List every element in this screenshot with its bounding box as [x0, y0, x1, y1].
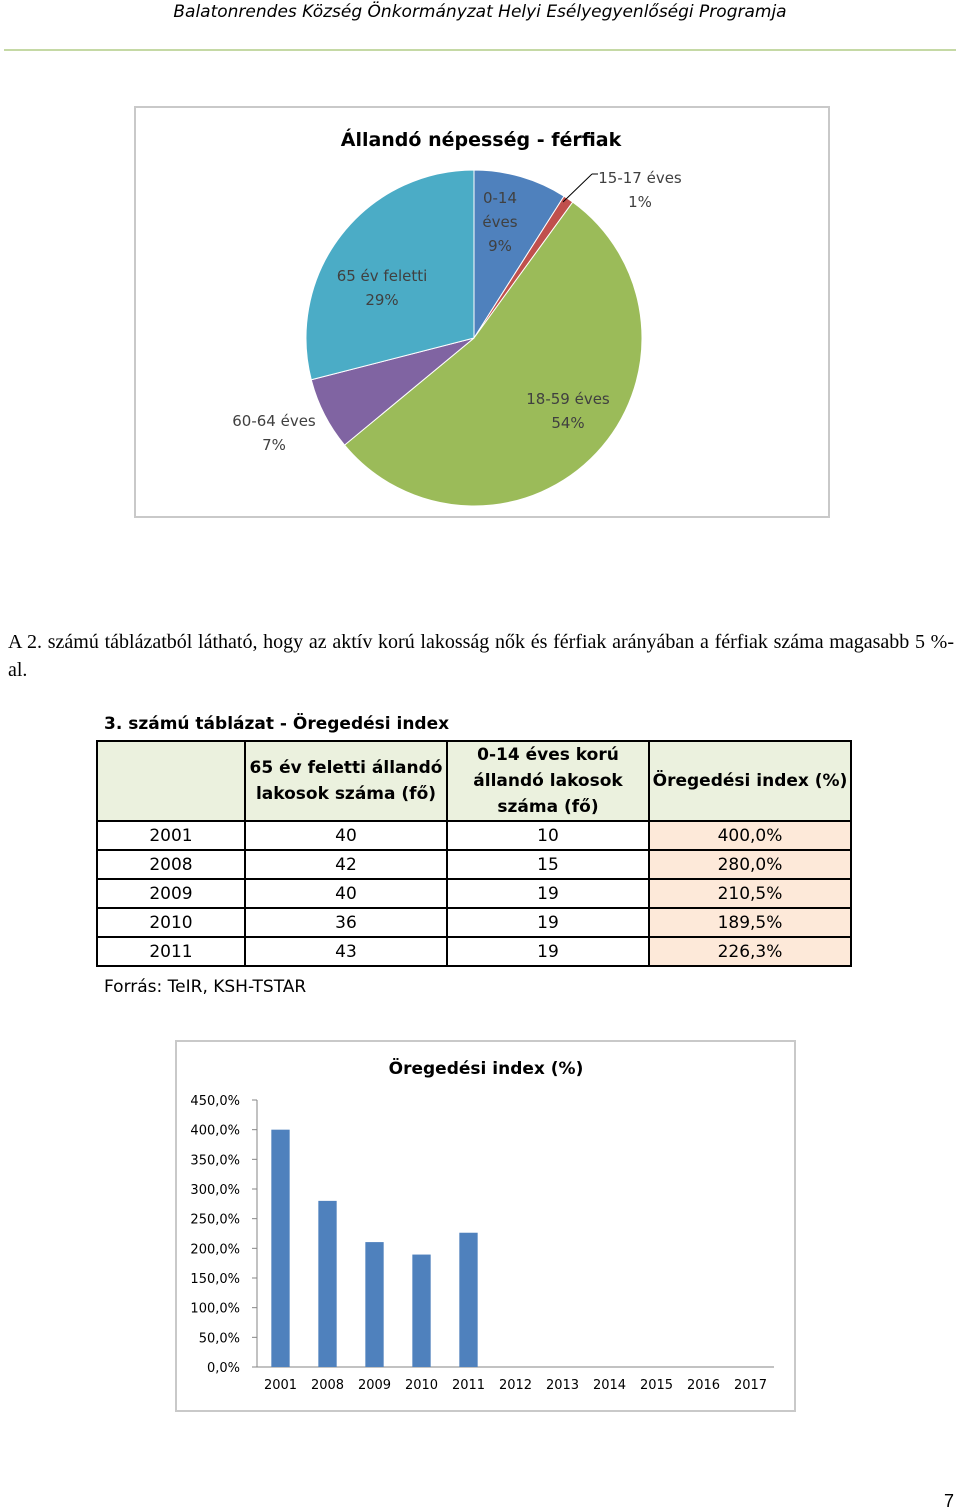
table-cell-0-14: 10	[447, 821, 649, 850]
y-tick-label: 450,0%	[190, 1094, 240, 1109]
x-tick-label: 2011	[451, 1378, 486, 1393]
aging-index-table	[96, 740, 852, 967]
x-tick-label: 2009	[357, 1378, 392, 1393]
pie-label-60-64-line2: 7%	[262, 436, 286, 454]
table-cell-index: 210,5%	[649, 879, 851, 908]
x-tick-label: 2014	[592, 1378, 627, 1393]
table-row	[97, 821, 851, 850]
bar-chart-title: Öregedési index (%)	[388, 1059, 584, 1079]
bar-chart-frame	[175, 1040, 796, 1412]
pie-label-0-14-line3: 9%	[488, 237, 512, 255]
pie-label-18-59-line1: 18-59 éves	[526, 390, 610, 408]
table-title: 3. számú táblázat - Öregedési index	[104, 714, 450, 734]
x-tick-label: 2015	[639, 1378, 674, 1393]
x-tick-label: 2013	[545, 1378, 580, 1393]
header-title: Balatonrendes Község Önkormányzat Helyi Esélyegyenlőségi Programja	[173, 2, 787, 22]
bar-chart	[177, 1042, 794, 1410]
table-cell-over-65: 42	[245, 850, 447, 879]
table-cell-over-65: 43	[245, 937, 447, 966]
table-header-year	[97, 741, 245, 821]
table-header-over-65: 65 év feletti állandó lakosok száma (fő)	[245, 741, 447, 821]
x-tick-label: 2017	[733, 1378, 768, 1393]
y-tick-label: 400,0%	[190, 1123, 240, 1139]
x-tick-label: 2001	[263, 1378, 298, 1393]
y-tick-label: 100,0%	[190, 1301, 240, 1317]
table-row	[97, 908, 851, 937]
table-cell-0-14: 19	[447, 908, 649, 937]
bar-2011	[459, 1233, 477, 1367]
table-source: Forrás: TeIR, KSH-TSTAR	[104, 977, 307, 997]
y-tick-label: 250,0%	[190, 1212, 240, 1228]
table-row	[97, 879, 851, 908]
table-cell-0-14: 15	[447, 850, 649, 879]
pie-label-65-plus-line1: 65 év feletti	[336, 267, 428, 285]
pie-label-15-17-line1: 15-17 éves	[598, 169, 682, 187]
table-cell-index: 280,0%	[649, 850, 851, 879]
header-divider	[4, 49, 956, 51]
table-cell-year: 2010	[97, 908, 245, 937]
y-tick-label: 50,0%	[198, 1331, 240, 1347]
y-tick-label: 0,0%	[206, 1361, 240, 1376]
pie-label-15-17-line2: 1%	[628, 193, 652, 211]
table-header-row	[97, 741, 851, 821]
page-header	[0, 0, 960, 52]
body-paragraph: A 2. számú táblázatból látható, hogy az aktív korú lakosság nők és férfiak arányában a férfiak száma magasabb 5 %-al.	[8, 631, 954, 681]
y-tick-label: 350,0%	[190, 1153, 240, 1169]
page-number: 7	[943, 1491, 954, 1511]
bar-2008	[318, 1201, 336, 1367]
pie-label-65-plus-line2: 29%	[365, 291, 399, 309]
table-header-0-14: 0-14 éves korú állandó lakosok száma (fő)	[447, 741, 649, 821]
table-header-index: Öregedési index (%)	[649, 741, 851, 821]
bar-2010	[412, 1255, 430, 1367]
x-tick-label: 2010	[404, 1378, 439, 1393]
table-cell-year: 2009	[97, 879, 245, 908]
table-cell-over-65: 40	[245, 879, 447, 908]
table-cell-year: 2011	[97, 937, 245, 966]
pie-label-60-64-line1: 60-64 éves	[232, 412, 316, 430]
x-tick-label: 2012	[498, 1378, 533, 1393]
table-cell-index: 189,5%	[649, 908, 851, 937]
y-tick-label: 150,0%	[190, 1272, 240, 1287]
pie-label-0-14-line1: 0-14	[482, 189, 518, 207]
table-cell-year: 2008	[97, 850, 245, 879]
table-cell-index: 400,0%	[649, 821, 851, 850]
pie-chart	[136, 108, 828, 516]
pie-chart-frame	[134, 106, 830, 518]
x-tick-label: 2016	[686, 1378, 721, 1393]
table-row	[97, 850, 851, 879]
table-row	[97, 937, 851, 966]
table-cell-year: 2001	[97, 821, 245, 850]
table-cell-0-14: 19	[447, 879, 649, 908]
table-cell-0-14: 19	[447, 937, 649, 966]
table-cell-over-65: 36	[245, 908, 447, 937]
pie-leader-line	[563, 174, 592, 202]
table-cell-over-65: 40	[245, 821, 447, 850]
bar-2001	[271, 1130, 289, 1367]
table-cell-index: 226,3%	[649, 937, 851, 966]
bar-2009	[365, 1242, 383, 1367]
x-tick-label: 2008	[310, 1378, 345, 1393]
pie-label-0-14-line2: éves	[482, 213, 518, 231]
pie-label-18-59-line2: 54%	[551, 414, 585, 432]
y-tick-label: 200,0%	[190, 1242, 240, 1258]
y-tick-label: 300,0%	[190, 1183, 240, 1198]
pie-chart-title: Állandó népesség - férfiak	[340, 129, 622, 151]
